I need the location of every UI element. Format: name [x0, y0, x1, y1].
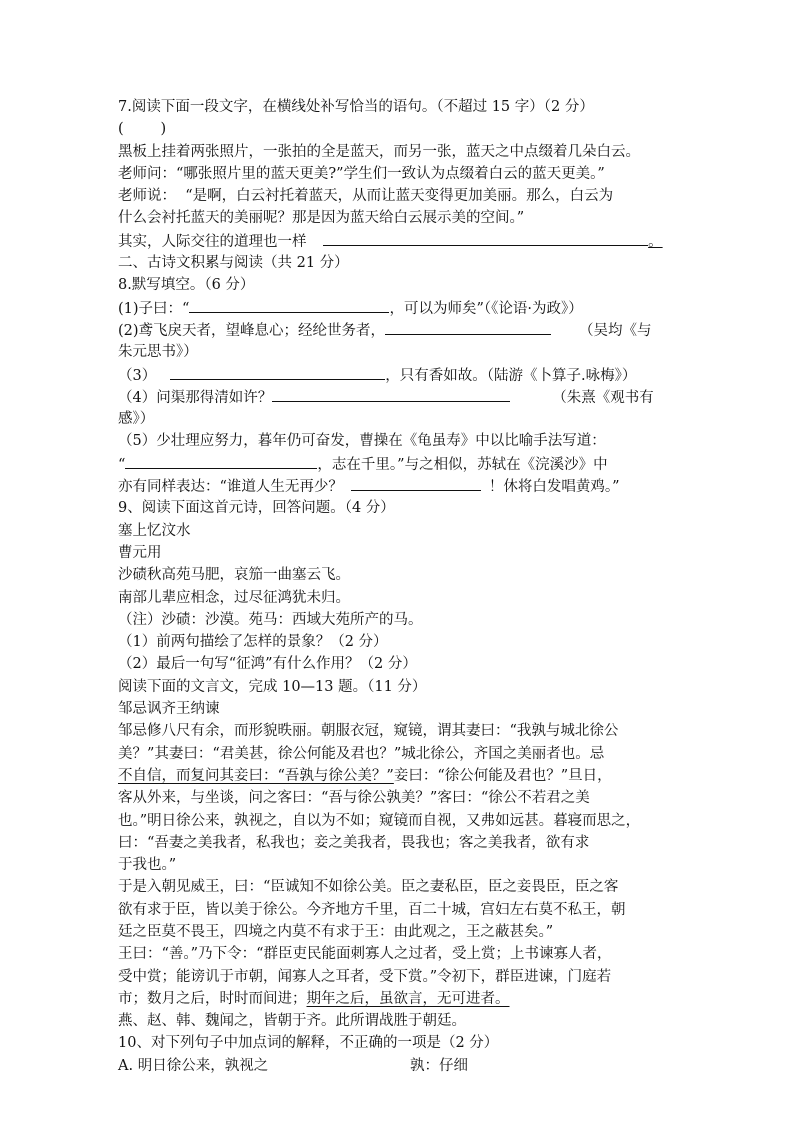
q7-fill-line	[118, 230, 684, 252]
q8-item-1-blank[interactable]	[189, 297, 389, 313]
passage-line: 于是入朝见威王，曰：“臣诚知不如徐公美。臣之妻私臣，臣之妾畏臣，臣之客	[118, 879, 619, 896]
q8-item-2	[118, 319, 684, 341]
q8-item-4-cont: 感》）	[118, 411, 155, 428]
passage-line: 燕、赵、韩、魏闻之，皆朝于齐。此所谓战胜于朝廷。	[118, 1013, 466, 1030]
q8-title: 8.默写填空。（6 分）	[118, 277, 255, 294]
q8-item-3-prefix: （3）	[118, 367, 157, 384]
passage-line: 美？”其妻曰：“君美甚，徐公何能及君也？”城北徐公，齐国之美丽者也。忌	[118, 745, 605, 762]
q7-passage-line: 老师问：“哪张照片里的蓝天更美?”学生们一致认为点缀着白云的蓝天更美。”	[118, 165, 605, 182]
passage-line: 欲有求于臣，皆以美于徐公。今齐地方千里，百二十城，宫妇左右莫不私王，朝	[118, 901, 626, 918]
q7-passage-line: 老师说： “是啊，白云衬托着蓝天，从而让蓝天变得更加美丽。那么，白云为	[118, 188, 614, 205]
underlined-sentence: 不自信，而复问其妾曰：“吾孰与徐公美？”	[118, 767, 394, 784]
q8-item-4	[118, 386, 684, 408]
q8-item-2-cont: 朱元思书》）	[118, 344, 198, 361]
q8-item-3-blank[interactable]	[170, 364, 385, 380]
poem-title: 塞上忆汶水	[118, 522, 191, 539]
q7-fill-suffix: 。	[648, 233, 663, 250]
q10-option-a-gloss: 孰：仔细	[410, 1057, 468, 1074]
q7-passage-line: 什么会衬托蓝天的美丽呢？那是因为蓝天给白云展示美的空间。”	[118, 210, 525, 227]
q8-item-5: （5）少壮理应努力，暮年仍可奋发，曹操在《龟虽寿》中以比喻手法写道：	[118, 433, 606, 450]
q8-item-2-prefix: (2)鸢飞戾天者，望峰息心；经纶世务者，	[118, 322, 386, 339]
q9-sub-question: （1）前两句描绘了怎样的景象？（2 分）	[118, 634, 388, 651]
q8-item-5-blank-1[interactable]	[125, 453, 317, 469]
section-2-heading: 二、古诗文积累与阅读（共 21 分）	[118, 255, 349, 272]
q8-item-1-suffix: ，可以为师矣”（《论语·为政》）	[389, 300, 583, 317]
passage-line: 客从外来，与坐谈，问之客曰：“吾与徐公孰美？”客曰：“徐公不若君之美	[118, 790, 590, 807]
passage-line: 也。”明日徐公来，孰视之，自以为不如；窥镜而自视，又弗如远甚。暮寝而思之，	[118, 812, 641, 829]
q9-sub-question: （2）最后一句写“征鸿”有什么作用？（2 分）	[118, 656, 417, 673]
q8-item-3	[118, 364, 684, 386]
q8-item-5-l3-prefix: 亦有同样表达：“谁道人生无再少？	[118, 479, 343, 496]
q8-item-4-blank[interactable]	[272, 386, 510, 402]
passage-line: 受中赏；能谤讥于市朝，闻寡人之耳者，受下赏。”令初下，群臣进谏，门庭若	[118, 968, 612, 985]
q7-passage-line: 黑板上挂着两张照片，一张拍的全是蓝天，而另一张，蓝天之中点缀着几朵白云。	[118, 143, 640, 160]
q8-item-1	[118, 297, 684, 319]
q8-item-1-prefix: (1)子曰：“	[118, 300, 190, 317]
passage-line	[118, 765, 684, 787]
q8-item-4-prefix: （4）问渠那得清如许？	[118, 389, 273, 406]
q8-item-4-suffix: （朱熹《观书有	[552, 389, 654, 406]
q10-title: 10、对下列句子中加点词的解释，不正确的一项是（2 分）	[118, 1035, 499, 1052]
exam-page	[118, 96, 684, 1077]
reading-intro: 阅读下面的文言文，完成 10—13 题。（11 分）	[118, 678, 427, 695]
passage-line: 于我也。”	[118, 857, 177, 874]
passage-text: 市；数月之后，时时而间进；	[118, 990, 307, 1007]
q7-fill-prefix: 其实，人际交往的道理也一样	[118, 233, 307, 250]
q8-item-5-line-2	[118, 453, 684, 475]
q10-option-a-sentence: A. 明日徐公来，孰视之	[118, 1057, 269, 1074]
passage-line: 曰：“吾妻之美我者，私我也；妾之美我者，畏我也；客之美我者，欲有求	[118, 834, 590, 851]
q8-item-2-suffix: （吴均《与	[579, 322, 652, 339]
q8-item-5-line-3	[118, 475, 684, 497]
poem-line: 沙碛秋高苑马肥，哀笳一曲塞云飞。	[118, 567, 350, 584]
q8-item-5-suffix: ，志在千里。”与之相似，苏轼在《浣溪沙》中	[317, 456, 608, 473]
passage-text: 妾曰：“徐公何能及君也？”旦日，	[393, 767, 612, 784]
passage-line	[118, 988, 684, 1010]
passage-line: 邹忌修八尺有余，而形貌昳丽。朝服衣冠，窥镜，谓其妻曰：“我孰与城北徐公	[118, 723, 619, 740]
q7-answer-blank[interactable]	[323, 230, 648, 246]
q7-title: 7.阅读下面一段文字，在横线处补写恰当的语句。（不超过 15 字）（2 分）	[118, 99, 594, 115]
q8-item-5-prefix: “	[118, 456, 126, 473]
q7-answer-paren: ( )	[118, 121, 167, 138]
q9-title: 9、阅读下面这首元诗，回答问题。（4 分）	[118, 500, 395, 517]
q10-option-a	[118, 1055, 684, 1077]
poem-author: 曹元用	[118, 544, 162, 561]
q8-item-5-l3-suffix: ！休将白发唱黄鸡。”	[488, 479, 620, 496]
passage-title: 邹忌讽齐王纳谏	[118, 701, 220, 718]
q8-item-3-suffix: ，只有香如故。（陆游《卜算子.咏梅》）	[385, 367, 637, 384]
passage-line: 王曰：“善。”乃下令：“群臣吏民能面刺寡人之过者，受上赏；上书谏寡人者，	[118, 946, 612, 963]
poem-note: （注）沙碛：沙漠。苑马：西域大苑所产的马。	[118, 611, 423, 628]
q8-item-2-blank[interactable]	[385, 319, 551, 335]
poem-line: 南部儿辈应相念，过尽征鸿犹未归。	[118, 589, 350, 606]
q8-item-5-blank-2[interactable]	[351, 475, 481, 491]
passage-line: 廷之臣莫不畏王，四境之内莫不有求于王：由此观之，王之蔽甚矣。”	[118, 923, 554, 940]
underlined-sentence: 期年之后，虽欲言，无可进者。	[306, 990, 510, 1007]
